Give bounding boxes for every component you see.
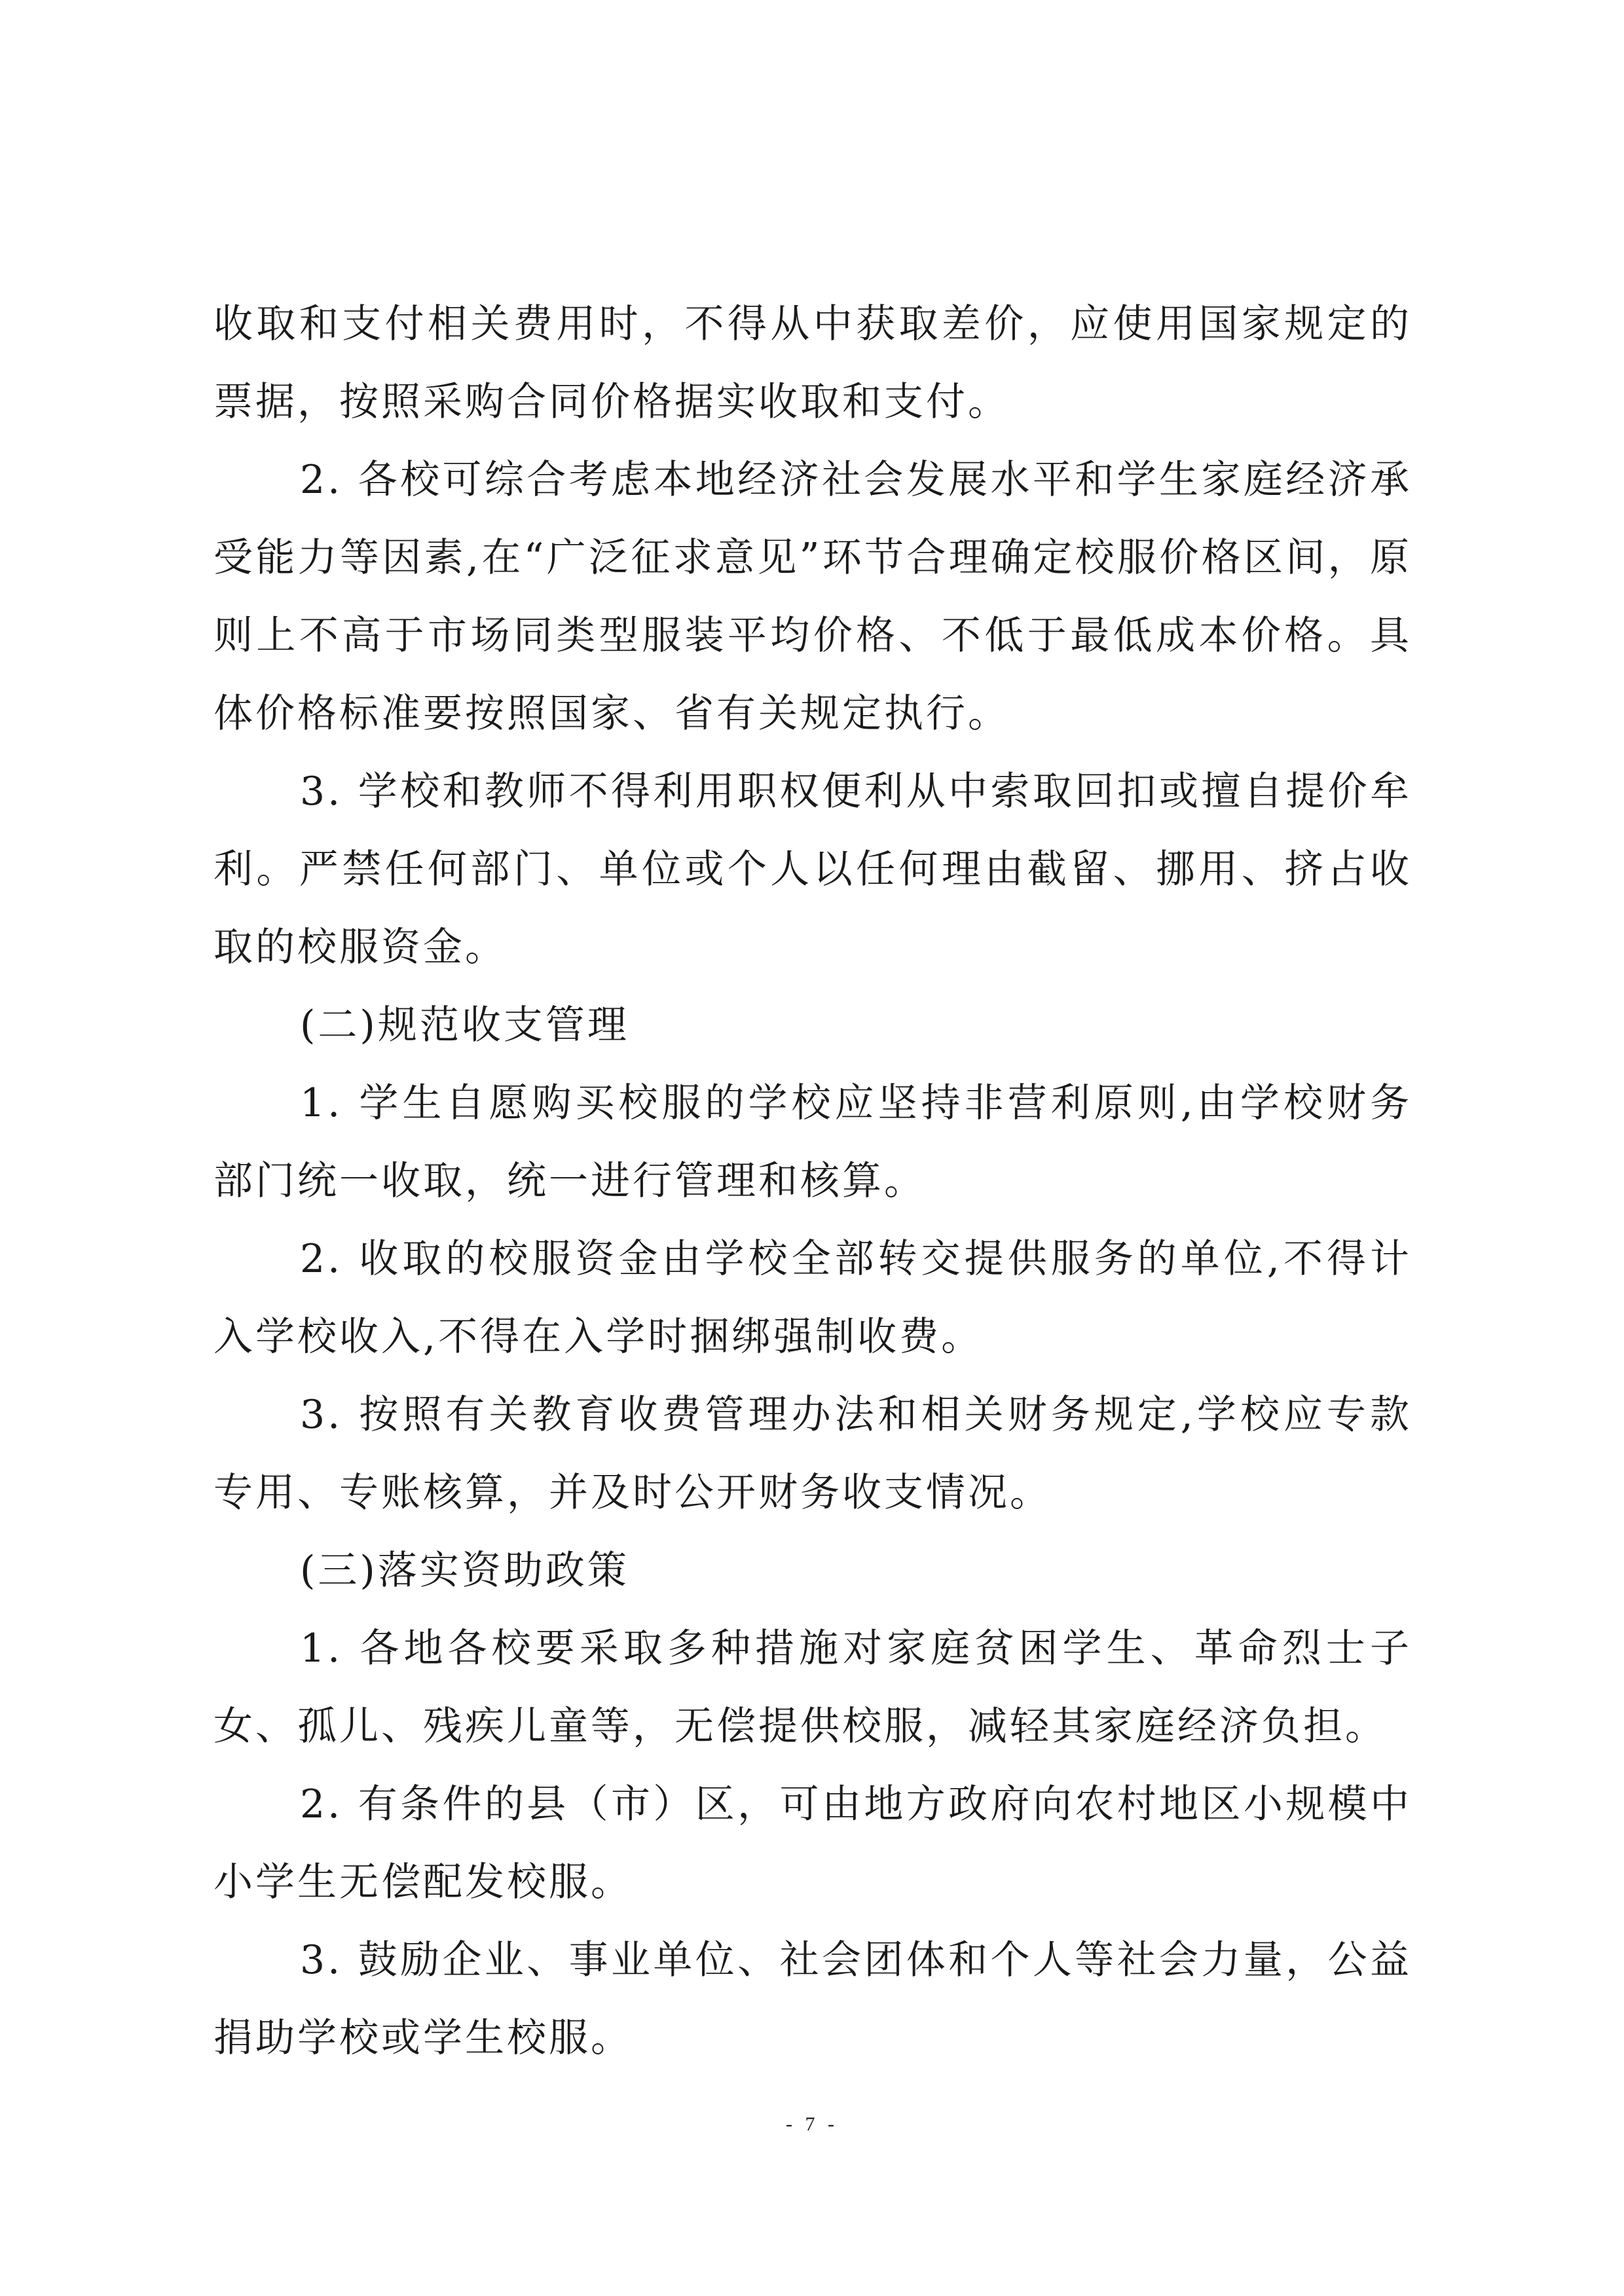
paragraph-item-dedicated-accounts: 3. 按照有关教育收费管理办法和相关财务规定,学校应专款专用、专账核算，并及时公开财务收支情况。 xyxy=(213,1392,1412,1516)
paragraph-item-no-kickbacks: 3. 学校和教师不得利用职权便利从中索取回扣或擅自提价牟利。严禁任何部门、单位或个人以任何理由截留、挪用、挤占收取的校服资金。 xyxy=(213,769,1412,970)
document-body xyxy=(213,285,1412,2077)
section-heading-2: (二)规范收支管理 xyxy=(300,1002,629,1048)
paragraph-item-rural-schools: 2. 有条件的县（市）区，可由地方政府向农村地区小规模中小学生无偿配发校服。 xyxy=(213,1781,1412,1905)
paragraph-item-donations: 3. 鼓励企业、事业单位、社会团体和个人等社会力量，公益捐助学校或学生校服。 xyxy=(213,1937,1412,2061)
paragraph-continuation: 收取和支付相关费用时，不得从中获取差价，应使用国家规定的票据，按照采购合同价格据实收取和支付。 xyxy=(213,301,1412,425)
paragraph-item-nonprofit: 1. 学生自愿购买校服的学校应坚持非营利原则,由学校财务部门统一收取，统一进行管理和核算。 xyxy=(213,1080,1412,1204)
page-number: - 7 - xyxy=(786,2113,838,2135)
paragraph-item-free-uniforms: 1. 各地各校要采取多种措施对家庭贫困学生、革命烈士子女、孤儿、残疾儿童等，无偿提供校服，减轻其家庭经济负担。 xyxy=(213,1626,1412,1749)
paragraph-item-pricing-range: 2. 各校可综合考虑本地经济社会发展水平和学生家庭经济承受能力等因素,在“广泛征求意见”环节合理确定校服价格区间，原则上不高于市场同类型服装平均价格、不低于最低成本价格。具体价格标准要按照国家、省有关规定执行。 xyxy=(213,457,1412,737)
section-heading-3: (三)落实资助政策 xyxy=(300,1548,629,1594)
paragraph-item-transfer-funds: 2. 收取的校服资金由学校全部转交提供服务的单位,不得计入学校收入,不得在入学时捆绑强制收费。 xyxy=(213,1236,1412,1360)
